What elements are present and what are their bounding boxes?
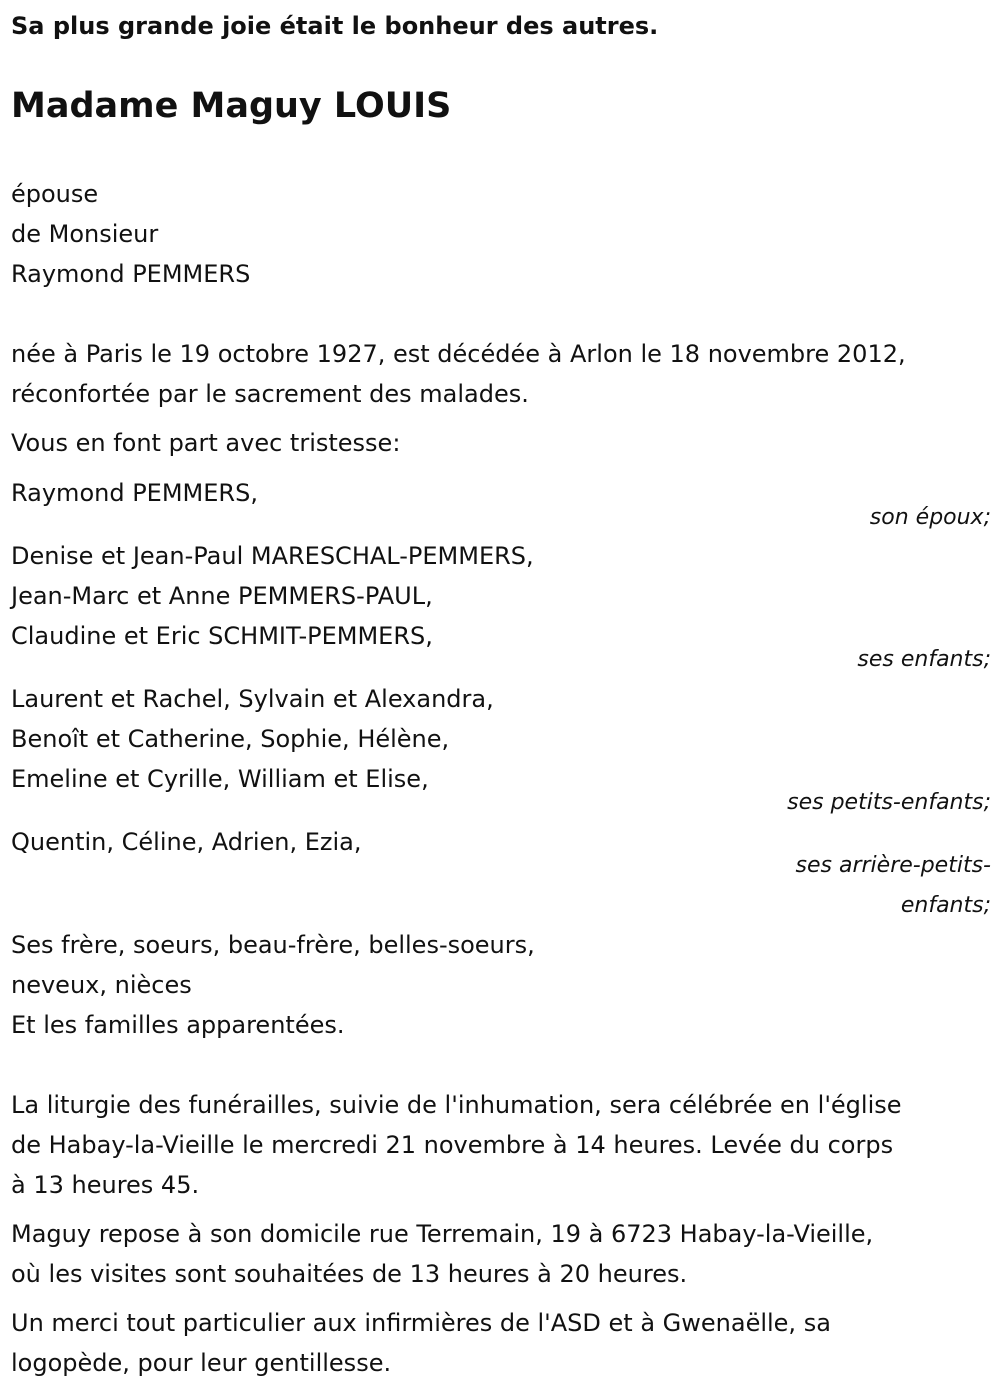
announcement-text: Vous en font part avec tristesse: (11, 429, 401, 457)
thanks-line: logopède, pour leur gentillesse. (11, 1349, 392, 1377)
relation-line: ses arrière-petits- (795, 853, 991, 878)
funeral-line: La liturgie des funérailles, suivie de l'inhumation, sera célébrée en l'église (11, 1091, 902, 1119)
group-grandchildren (11, 679, 991, 799)
visit-paragraph (11, 1214, 991, 1294)
birth-death-line: réconfortée par le sacrement des malades. (11, 380, 529, 408)
relation-grandchildren: ses petits-enfants; (787, 790, 991, 815)
birth-death-paragraph (11, 334, 991, 414)
funeral-line: à 13 heures 45. (11, 1171, 200, 1199)
birth-death-line: née à Paris le 19 octobre 1927, est décédée à Arlon le 18 novembre 2012, (11, 340, 906, 368)
group-name-line: Laurent et Rachel, Sylvain et Alexandra, (11, 685, 494, 713)
deceased-name: Madame Maguy LOUIS (11, 86, 452, 126)
announcement (11, 423, 991, 463)
group-name-line: Emeline et Cyrille, William et Elise, (11, 765, 429, 793)
group-name-line: Benoît et Catherine, Sophie, Hélène, (11, 725, 450, 753)
funeral-paragraph (11, 1085, 991, 1205)
spouse-intro (11, 174, 991, 294)
relation-spouse: son époux; (869, 505, 991, 530)
spouse-intro-line: épouse (11, 180, 99, 208)
family-line: Et les familles apparentées. (11, 1011, 345, 1039)
visit-line: où les visites sont souhaitées de 13 heures à 20 heures. (11, 1260, 688, 1288)
family-line: Ses frère, soeurs, beau-frère, belles-soeurs, (11, 931, 535, 959)
relation-line: enfants; (900, 893, 991, 918)
group-spouse (11, 473, 991, 513)
group-children (11, 536, 991, 656)
visit-line: Maguy repose à son domicile rue Terremain, 19 à 6723 Habay-la-Vieille, (11, 1220, 874, 1248)
spouse-intro-line: Raymond PEMMERS (11, 260, 251, 288)
relation-great-grandchildren (796, 846, 991, 926)
group-name-line: Jean-Marc et Anne PEMMERS-PAUL, (11, 582, 433, 610)
extended-family (11, 925, 991, 1045)
funeral-line: de Habay-la-Vieille le mercredi 21 novembre à 14 heures. Levée du corps (11, 1131, 894, 1159)
relation-children: ses enfants; (857, 647, 991, 672)
group-name-line: Claudine et Eric SCHMIT-PEMMERS, (11, 622, 433, 650)
group-name-line: Denise et Jean-Paul MARESCHAL-PEMMERS, (11, 542, 534, 570)
thanks-line: Un merci tout particulier aux infirmières de l'ASD et à Gwenaëlle, sa (11, 1309, 831, 1337)
group-name-line: Raymond PEMMERS, (11, 479, 258, 507)
thanks-paragraph (11, 1303, 991, 1383)
spouse-intro-line: de Monsieur (11, 220, 159, 248)
group-name-line: Quentin, Céline, Adrien, Ezia, (11, 828, 362, 856)
motto: Sa plus grande joie était le bonheur des autres. (11, 12, 659, 40)
family-line: neveux, nièces (11, 971, 192, 999)
